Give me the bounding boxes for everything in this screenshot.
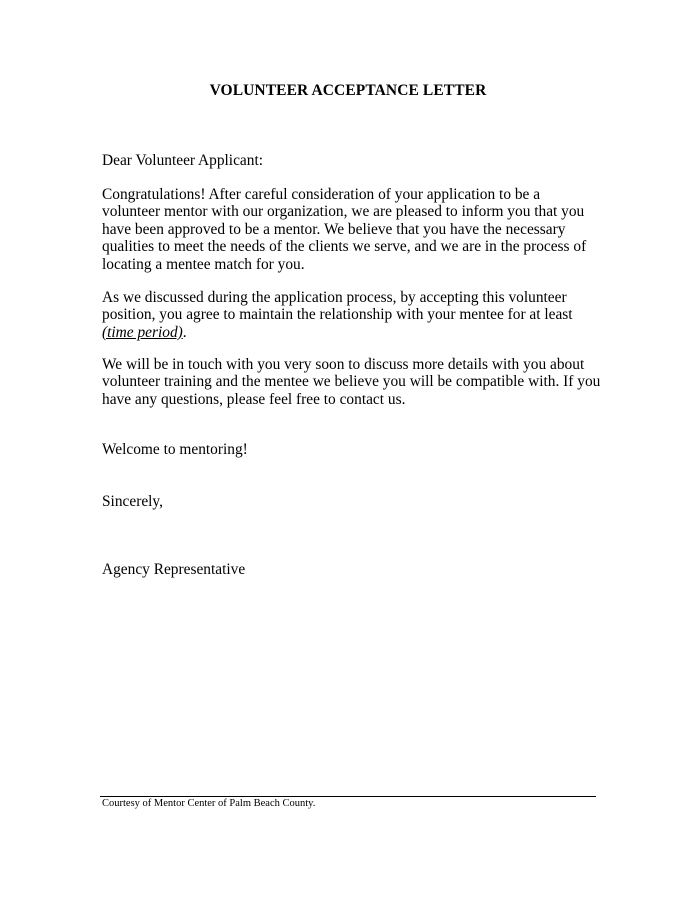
- closing: Sincerely,: [102, 493, 163, 510]
- paragraph-commitment-end: .: [182, 323, 187, 341]
- welcome-line: Welcome to mentoring!: [102, 441, 248, 458]
- time-period-placeholder: (time period): [102, 323, 183, 341]
- paragraph-commitment: [102, 289, 602, 341]
- footer-credit: Courtesy of Mentor Center of Palm Beach County.: [102, 798, 316, 809]
- document-title: VOLUNTEER ACCEPTANCE LETTER: [209, 82, 487, 99]
- paragraph-next-steps: We will be in touch with you very soon to discuss more details with you about volunteer training and the mentee we believe you will be compatible with. If you have any questions, please feel free to contact us.: [102, 356, 601, 408]
- footer-divider: [100, 796, 596, 797]
- paragraph-commitment-text: As we discussed during the application process, by accepting this volunteer position, you agree to maintain the relationship with your mentee for at least: [102, 289, 573, 324]
- signature-line: Agency Representative: [102, 561, 246, 578]
- salutation: Dear Volunteer Applicant:: [102, 152, 263, 169]
- paragraph-congratulations: Congratulations! After careful consideration of your application to be a volunteer mentor with our organization, we are pleased to inform you that you have been approved to be a mentor. We believe that you have the necessary qualities to meet the needs of the clients we serve, and we are in the process of locating a mentee match for you.: [102, 186, 587, 273]
